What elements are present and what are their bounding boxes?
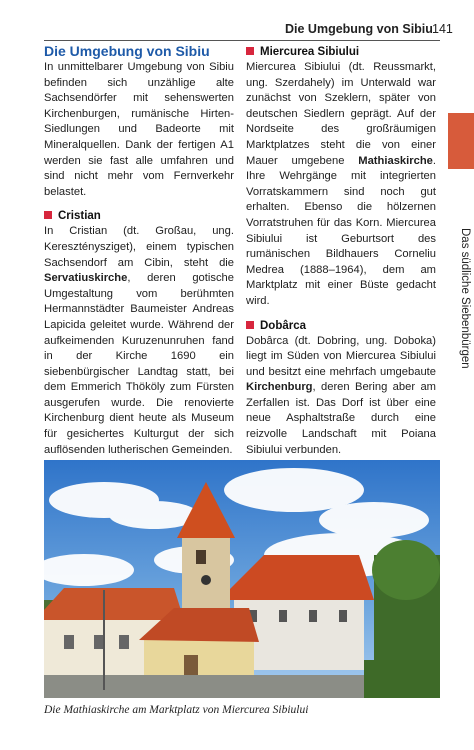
church-photo: [44, 460, 440, 698]
subheading-cristian: Cristian: [44, 208, 234, 224]
photo-caption: Die Mathiaskirche am Marktplatz von Miercurea Sibiului: [44, 704, 309, 716]
miercurea-paragraph: Miercurea Sibiului (dt. Reussmarkt, ung. Szerdahely) im Unterwald war zunächst von Szeklern, später von deutschen Siedlern geprägt. Auf der Nordseite des großräumigen Marktplatzes steht die von einer Mauer umgebene Mathiaskirche. Ihre Wehrgänge mit integrierten Vorratskammern sind noch gut erhalten. Ebenso die hölzernen Vorratstruhen für das Korn. Miercurea Sibiului ist Geburtsort des rumänischen Bildhauers Corneliu Medrea (1888–1964), dem am Marktplatz mit einer Büste gedacht wird.: [246, 61, 436, 307]
cristian-paragraph: In Cristian (dt. Großau, ung. Kereszténysziget), einem typischen Sachsendorf am Cibin, steht die Servatiuskirche, deren gotische Umgestaltung vom berühmten Hermannstädter Baumeister Andreas Lapicida geleitet wurde. Während der aufkeimenden Kuruzenunruhen fand in der Kirche 1690 ein siebenbürgischer Landtag statt, bei dem Emmerich Thököly zum Fürsten ausgerufen wurde. Die renovierte Kirchenburg dient heute als Museum für gesichertes Kulturgut der sich auflösenden lutherischen Gemeinden.: [44, 225, 234, 456]
bullet-square-icon: [246, 321, 254, 329]
highlight-mathiaskirche: Mathiaskirche: [358, 154, 433, 167]
subheading-dobarca: Dobârca: [246, 318, 436, 334]
running-header-title: Die Umgebung von Sibiu: [285, 22, 433, 36]
highlight-servatiuskirche: Servatiuskirche: [44, 272, 128, 285]
highlight-kirchenburg: Kirchenburg: [246, 381, 313, 394]
chapter-side-tab: [448, 113, 474, 169]
header-rule: [44, 40, 440, 41]
intro-paragraph: In unmittelbarer Umgebung von Sibiu befinden sich unzählige alte Sachsendörfer mit sehenswerten Kirchenburgen, rumänische Hirten-Siedlungen und Badeorte mit Mineralquellen. Dank der fertigen A1 werden sie fast alle umfahren und sind nicht mehr vom Fernverkehr belastet.: [44, 61, 234, 198]
section-title: Die Umgebung von Sibiu: [44, 43, 210, 59]
page-number: 141: [432, 22, 453, 36]
bullet-square-icon: [246, 47, 254, 55]
chapter-side-label: Das südliche Siebenbürgen: [459, 228, 471, 369]
subheading-miercurea: Miercurea Sibiului: [246, 44, 436, 60]
dobarca-paragraph: Dobârca (dt. Dobring, ung. Doboka) liegt im Süden von Miercurea Sibiului und besitzt eine mehrfach umgebaute Kirchenburg, deren Bering aber am Zerfallen ist. Das Dorf ist über eine neue Asphaltstraße durch eine reizvolle Landschaft mit Poiana Sibiului verbunden.: [246, 334, 436, 456]
bullet-square-icon: [44, 211, 52, 219]
